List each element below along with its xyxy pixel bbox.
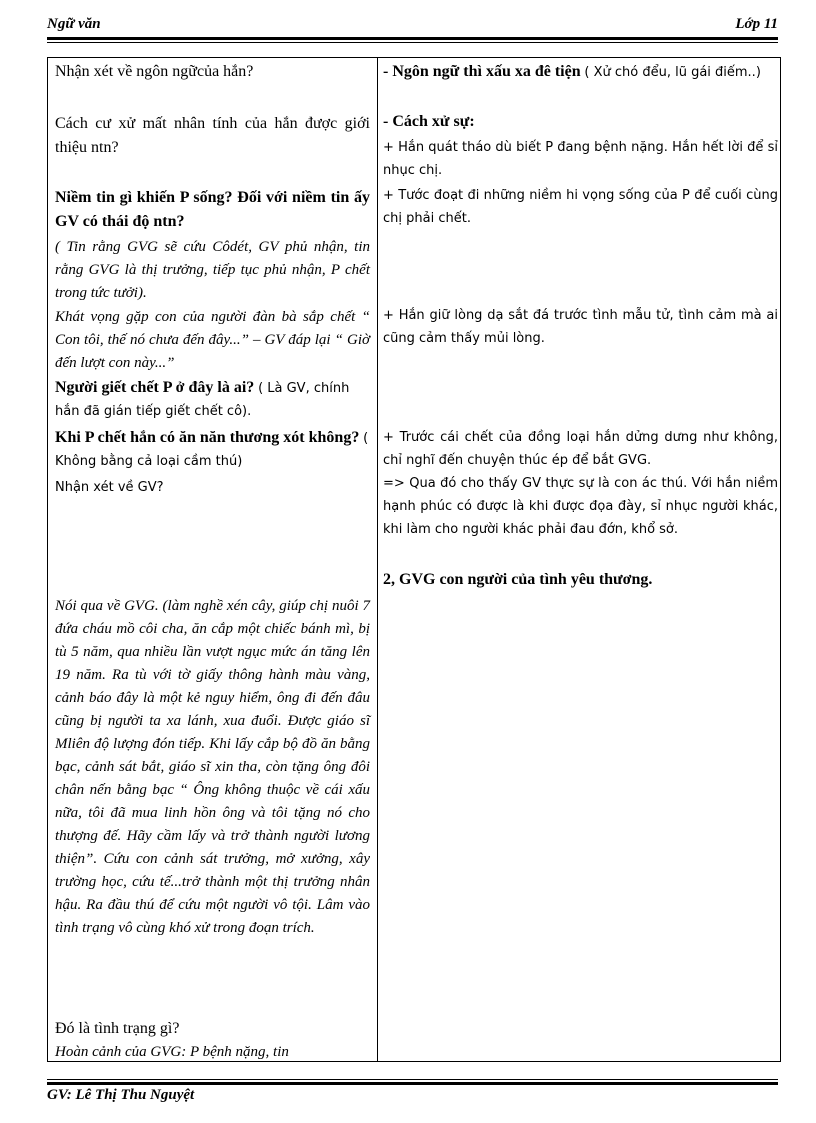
answer-conclusion: => Qua đó cho thấy GV thực sự là con ác thú. Với hắn niềm hạnh phúc có được là khi được đọa đày, sỉ nhục người khác, khi làm cho người khác phải đau đớn, khổ sở. (383, 476, 778, 537)
answer-behavior-heading: - Cách xử sự: (383, 113, 475, 130)
note-gvg-background: Nói qua về GVG. (làm nghề xén cây, giúp chị nuôi 7 đứa cháu mồ côi cha, ăn cắp một chiếc bánh mì, bị tù 5 năm, qua nhiều lần vượt ngục mức án tăng lên 19 năm. Ra tù với tờ giấy thông hành màu vàng, cảnh báo đây là một kẻ nguy hiểm, ông đi đến đâu cũng bị người ta xa lánh, xua đuổi. Được giáo sĩ Mliên độ lượng đón tiếp. Khi lấy cắp bộ đồ ăn bằng bạc, cảnh sát bắt, giáo sĩ xin tha, còn tặng ông đôi chân nến bằng bạc “ Ông không thuộc về cái xấu nữa, tôi đã mua linh hồn ông và tôi tặng nó cho thượng đế. Hãy cầm lấy và trở thành người lương thiện”. Cứu con cảnh sát trưởng, mở xưởng, xây trường học, cứu tế...trở thành một thị trưởng nhân hậu. Ra đầu thú để cứu một người vô tội. Lâm vào tình trạng vô cùng khó xử trong đoạn trích. (55, 598, 370, 936)
question-remorse (55, 426, 370, 473)
question-assess: Nhận xét về GV? (55, 480, 164, 495)
question-situation: Đó là tình trạng gì? (55, 1020, 180, 1037)
note-belief: ( Tin rằng GVG sẽ cứu Côdét, GV phủ nhận, tin rằng GVG là thị trưởng, tiếp tục phủ nhận, P chết trong tức tưởi). (55, 239, 370, 301)
answer-indifferent: + Trước cái chết của đồng loại hắn dửng dưng như không, chỉ nghĩ đến chuyện thúc ép để bắt GVG. (383, 430, 778, 468)
footer-teacher: GV: Lê Thị Thu Nguyệt (47, 1087, 195, 1103)
question-belief: Niềm tin gì khiến P sống? Đối với niềm tin ấy GV có thái độ ntn? (55, 189, 370, 230)
answer-remorse: ( Không bằng cả loại cầm thú) (55, 431, 369, 469)
answer-heartless: + Hắn giữ lòng dạ sắt đá trước tình mẫu tử, tình cảm mà ai cũng cảm thấy mủi lòng. (383, 308, 778, 346)
question-remorse-text: Khi P chết hắn có ăn năn thương xót không? (55, 429, 360, 446)
section-2-heading: 2, GVG con người của tình yêu thương. (383, 571, 653, 588)
question-killer-text: Người giết chết P ở đây là ai? (55, 379, 255, 396)
answer-language-text: - Ngôn ngữ thì xấu xa đê tiện (383, 63, 581, 80)
note-gvg-situation: Hoàn cảnh của GVG: P bệnh nặng, tin (55, 1044, 289, 1060)
header-subject: Ngữ văn (47, 16, 101, 32)
footer-rule-thick (47, 1082, 778, 1085)
question-behavior: Cách cư xử mất nhân tính của hắn được giới thiệu ntn? (55, 115, 370, 156)
header-rule-thin (47, 42, 778, 43)
column-divider (377, 58, 378, 1061)
question-killer (55, 376, 370, 423)
question-language: Nhận xét về ngôn ngữcủa hắn? (55, 63, 254, 80)
lesson-table (47, 57, 781, 1062)
header-rule-thick (47, 37, 778, 40)
footer-rule-thin (47, 1079, 778, 1080)
answer-killer: ( Là GV, chính hắn đã gián tiếp giết chết cô). (55, 381, 350, 419)
answer-language (383, 60, 778, 84)
answer-behavior-point-1: + Hắn quát tháo dù biết P đang bệnh nặng. Hắn hết lời để sỉ nhục chị. (383, 140, 778, 178)
answer-language-note: ( Xử chó đểu, lũ gái điếm..) (584, 65, 761, 80)
page-header (47, 14, 778, 36)
note-longing: Khát vọng gặp con của người đàn bà sắp chết “ Con tôi, thế nó chưa đến đây...” – GV đáp lại “ Giờ đến lượt con này...” (55, 309, 370, 371)
header-grade: Lớp 11 (735, 16, 778, 32)
answer-behavior-point-2: + Tước đoạt đi những niềm hi vọng sống của P để cuối cùng chị phải chết. (383, 188, 778, 226)
